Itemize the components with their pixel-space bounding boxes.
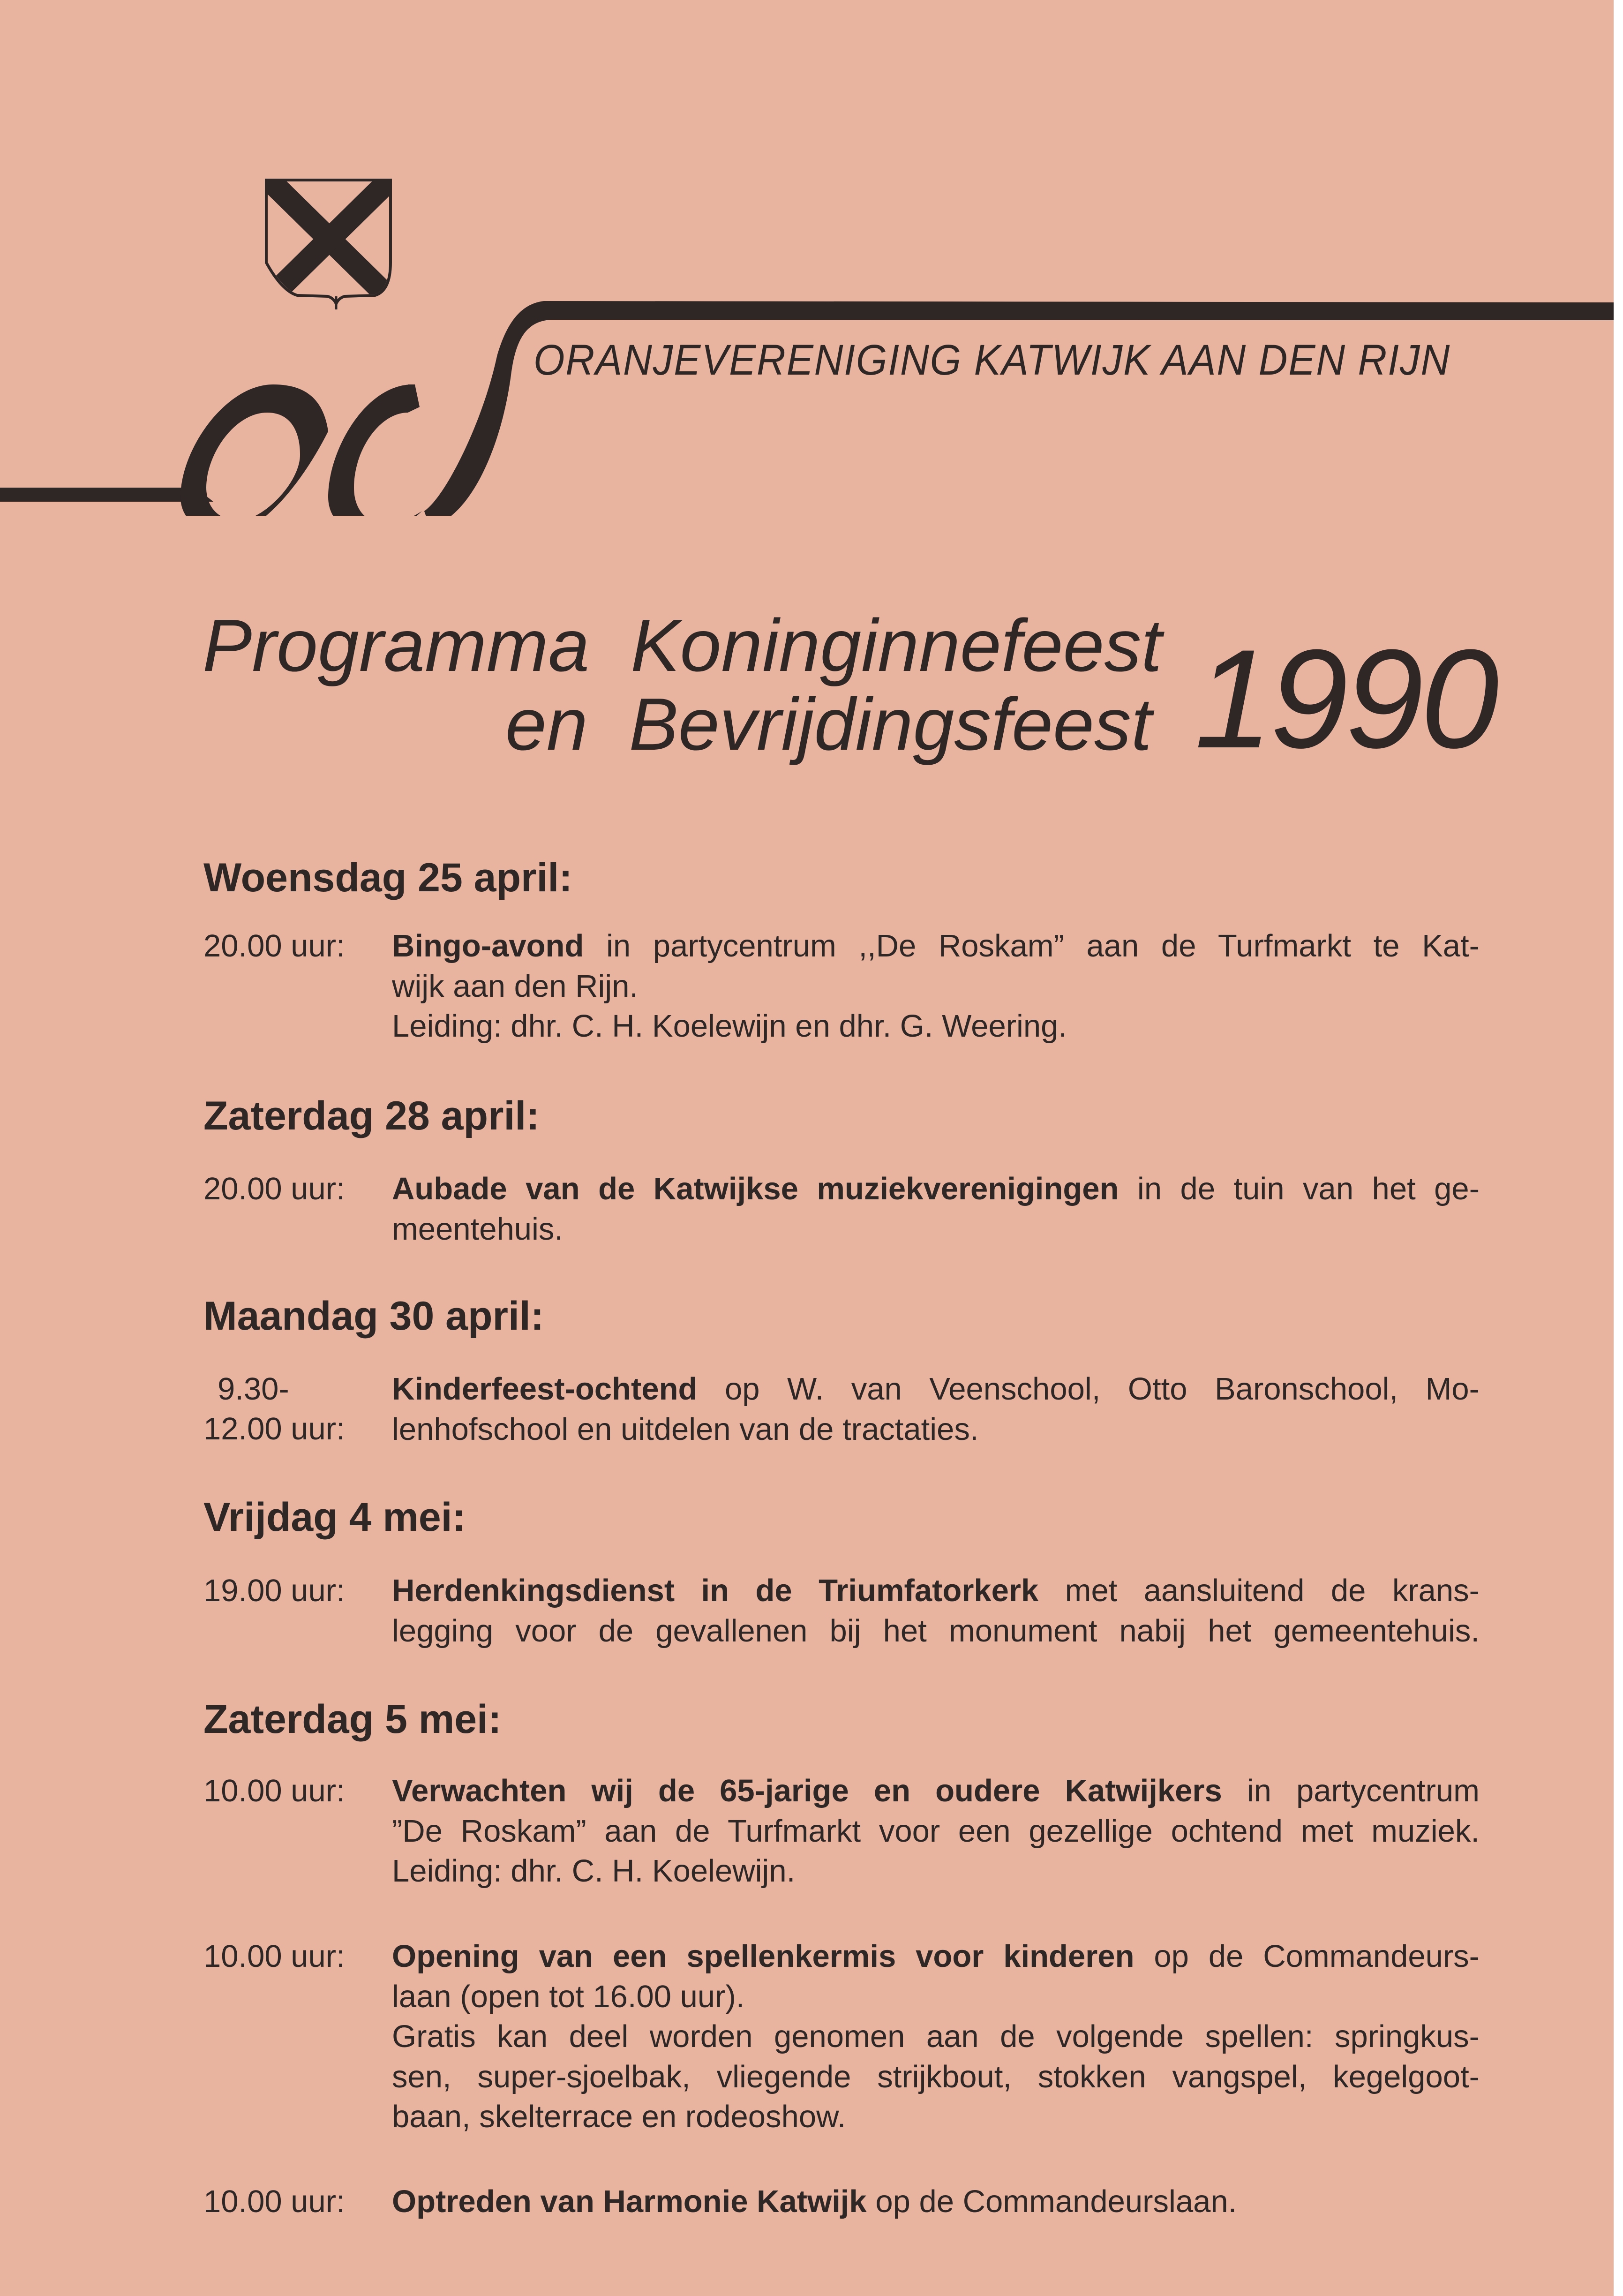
event-text: wijk aan den Rijn.	[392, 968, 639, 1004]
day-heading: Woensdag 25 april:	[203, 855, 572, 900]
event-description	[392, 1936, 1480, 2137]
event-title: Verwachten wij de 65-jarige en oudere Katwijkers	[392, 1773, 1222, 1808]
title-line-1: Programma Koninginnefeest	[203, 604, 1162, 687]
event-description	[392, 1771, 1480, 1891]
description-line	[392, 2057, 1480, 2097]
description-line	[392, 1611, 1480, 1651]
event-title: Kinderfeest-ochtend	[392, 1371, 698, 1407]
day-heading: Maandag 30 april:	[203, 1294, 544, 1339]
description-line	[392, 1936, 1480, 1977]
event-description	[392, 2182, 1480, 2222]
event-text: 10.00 uur:	[203, 1773, 345, 1808]
event-text: 9.30-	[218, 1371, 289, 1407]
event-text: ”De Roskam” aan de Turfmarkt voor een gezellige ochtend met muziek.	[392, 1813, 1480, 1849]
description-line	[392, 2017, 1480, 2057]
event-time	[203, 1169, 372, 1209]
event-text: laan (open tot 16.00 uur).	[392, 1979, 745, 2014]
event-text: legging voor de gevallenen bij het monument nabij het gemeentehuis.	[392, 1613, 1480, 1649]
event-text: 10.00 uur:	[203, 1939, 345, 1974]
event-title: Optreden van Harmonie Katwijk	[392, 2184, 867, 2219]
description-line	[392, 1571, 1480, 1611]
description-line	[392, 1977, 1480, 2017]
event-text: op de Commandeurs-	[1134, 1939, 1480, 1974]
event-text: 10.00 uur:	[203, 2184, 345, 2219]
description-line	[392, 1006, 1480, 1046]
event-title: Herdenkingsdienst in de Triumfatorkerk	[392, 1573, 1039, 1608]
monogram-c-icon	[328, 384, 422, 516]
logo	[0, 0, 1614, 516]
day-heading: Zaterdag 5 mei:	[203, 1697, 502, 1742]
description-line	[392, 2182, 1480, 2222]
organisation-name: ORANJEVERENIGING KATWIJK AAN DEN RIJN	[533, 336, 1451, 384]
coat-of-arms-icon	[263, 173, 396, 309]
monogram-o-icon	[180, 384, 328, 516]
event-text: 20.00 uur:	[203, 1171, 345, 1206]
day-heading: Zaterdag 28 april:	[203, 1093, 540, 1138]
event-title: Bingo-avond	[392, 928, 584, 964]
top-rule	[424, 301, 1614, 516]
event-time	[203, 1771, 372, 1811]
event-time	[203, 1936, 372, 1976]
event-time	[203, 1571, 372, 1611]
title-line-2: en Bevrijdingsfeest	[505, 683, 1152, 766]
event-title: Opening van een spellenkermis voor kinderen	[392, 1939, 1135, 1974]
event-text: 12.00 uur:	[203, 1411, 345, 1446]
event-text: 19.00 uur:	[203, 1573, 345, 1608]
event-time	[203, 926, 372, 966]
event-text: met aansluitend de krans-	[1038, 1573, 1480, 1608]
description-line	[392, 1811, 1480, 1852]
event-text: op W. van Veenschool, Otto Baronschool, Mo-	[697, 1371, 1480, 1407]
event-text: 20.00 uur:	[203, 928, 345, 964]
event-text: op de Commandeurslaan.	[866, 2184, 1237, 2219]
event-description	[392, 926, 1480, 1046]
event-title: Aubade van de Katwijkse muziekverenigingen	[392, 1171, 1119, 1206]
event-description	[392, 1369, 1480, 1449]
description-line	[392, 1209, 1480, 1250]
event-text: in partycentrum ,,De Roskam” aan de Turfmarkt te Kat-	[584, 928, 1480, 964]
event-text: Leiding: dhr. C. H. Koelewijn.	[392, 1853, 796, 1889]
event-text: sen, super-sjoelbak, vliegende strijkbout, stokken vangspel, kegelgoot-	[392, 2059, 1480, 2094]
event-text: Gratis kan deel worden genomen aan de volgende spellen: springkus-	[392, 2019, 1480, 2054]
description-line	[392, 1369, 1480, 1409]
description-line	[392, 2097, 1480, 2137]
event-text: in de tuin van het ge-	[1119, 1171, 1480, 1206]
description-line	[392, 926, 1480, 966]
description-line	[392, 1771, 1480, 1811]
event-text: lenhofschool en uitdelen van de tractaties.	[392, 1411, 979, 1447]
event-time	[203, 2182, 372, 2221]
description-line	[392, 966, 1480, 1007]
event-text: baan, skelterrace en rodeoshow.	[392, 2099, 846, 2134]
event-text: in partycentrum	[1222, 1773, 1480, 1808]
day-heading: Vrijdag 4 mei:	[203, 1495, 466, 1540]
event-time	[203, 1369, 372, 1449]
event-description	[392, 1169, 1480, 1249]
event-text: meentehuis.	[392, 1211, 563, 1247]
event-description	[392, 1571, 1480, 1651]
title-year: 1990	[1195, 620, 1496, 777]
event-text: Leiding: dhr. C. H. Koelewijn en dhr. G. Weering.	[392, 1009, 1067, 1044]
description-line	[392, 1409, 1480, 1450]
description-line	[392, 1169, 1480, 1209]
description-line	[392, 1851, 1480, 1891]
